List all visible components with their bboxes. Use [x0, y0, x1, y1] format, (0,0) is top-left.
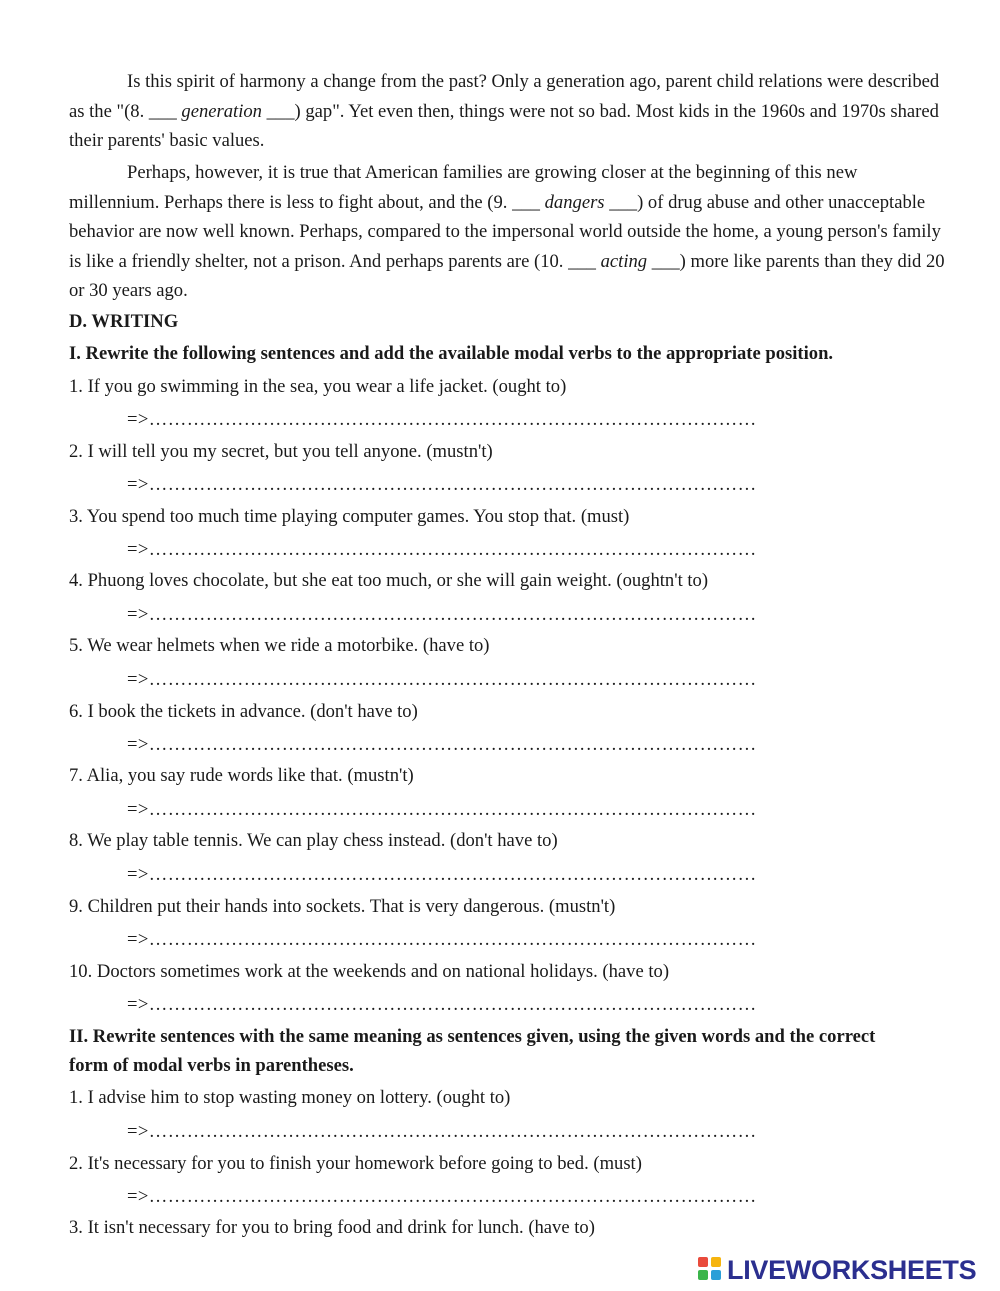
section-1-instruction: I. Rewrite the following sentences and add the available modal verbs to the appropriate position. — [69, 343, 834, 364]
s1-item-2: 2. I will tell you my secret, but you tell anyone. (mustn't) — [69, 441, 493, 462]
s1-answer-4[interactable]: =>…………………………………………………………………………………… — [127, 604, 757, 625]
gap-10-answer[interactable]: acting — [600, 250, 648, 272]
s1-item-5: 5. We wear helmets when we ride a motorbike. (have to) — [69, 635, 490, 656]
s1-answer-5[interactable]: =>…………………………………………………………………………………… — [127, 669, 757, 690]
writing-heading: D. WRITING — [69, 311, 179, 332]
s1-item-6: 6. I book the tickets in advance. (don't have to) — [69, 701, 418, 722]
s2-item-1: 1. I advise him to stop wasting money on lottery. (ought to) — [69, 1087, 511, 1108]
section-2-instruction-line-1: II. Rewrite sentences with the same meaning as sentences given, using the given words and the correct — [69, 1026, 876, 1047]
s1-answer-1[interactable]: =>…………………………………………………………………………………… — [127, 409, 757, 430]
s1-item-9: 9. Children put their hands into sockets. That is very dangerous. (mustn't) — [69, 896, 616, 917]
gap-9-answer[interactable]: dangers — [544, 191, 605, 213]
section-2-instruction-line-2: form of modal verbs in parentheses. — [69, 1055, 354, 1076]
s1-item-3: 3. You spend too much time playing computer games. You stop that. (must) — [69, 506, 630, 527]
s1-answer-6[interactable]: =>…………………………………………………………………………………… — [127, 734, 757, 755]
s1-item-8: 8. We play table tennis. We can play chess instead. (don't have to) — [69, 830, 558, 851]
s1-item-10: 10. Doctors sometimes work at the weekends and on national holidays. (have to) — [69, 961, 670, 982]
s1-item-1: 1. If you go swimming in the sea, you wear a life jacket. (ought to) — [69, 376, 567, 397]
s1-answer-9[interactable]: =>…………………………………………………………………………………… — [127, 929, 757, 950]
s1-answer-10[interactable]: =>…………………………………………………………………………………… — [127, 994, 757, 1015]
s1-answer-8[interactable]: =>…………………………………………………………………………………… — [127, 864, 757, 885]
s2-item-2: 2. It's necessary for you to finish your homework before going to bed. (must) — [69, 1153, 642, 1174]
liveworksheets-logo-icon — [698, 1257, 724, 1283]
reading-paragraph-2: Perhaps, however, it is true that American families are growing closer at the beginning of this new millennium. Perhaps there is less to fight about, and the (9. ___ dangers ___) of drug abuse and other unacceptable behavior are now well known. Perhaps, compared to the impersonal world outside the home, a young person's family is like a friendly shelter, not a prison. And perhaps parents are (10. ___ acting ___) more like parents than they did 20 or 30 years ago. — [69, 162, 945, 302]
reading-paragraph-1: Is this spirit of harmony a change from the past? Only a generation ago, parent child relations were described as the "(8. ___ generation ___) gap". Yet even then, things were not so bad. Most kids in the 1960s and 1970s shared their parents' basic values. — [69, 71, 940, 152]
liveworksheets-logo — [698, 1253, 976, 1287]
s2-answer-1[interactable]: =>…………………………………………………………………………………… — [127, 1121, 757, 1142]
s1-item-4: 4. Phuong loves chocolate, but she eat too much, or she will gain weight. (oughtn't to) — [69, 570, 709, 591]
s1-answer-7[interactable]: =>…………………………………………………………………………………… — [127, 799, 757, 820]
gap-8-answer[interactable]: generation — [181, 100, 262, 122]
s1-item-7: 7. Alia, you say rude words like that. (mustn't) — [69, 765, 414, 786]
s2-item-3: 3. It isn't necessary for you to bring food and drink for lunch. (have to) — [69, 1217, 595, 1238]
s1-answer-2[interactable]: =>…………………………………………………………………………………… — [127, 474, 757, 495]
brand-name: LIVEWORKSHEETS — [727, 1254, 977, 1285]
s2-answer-2[interactable]: =>…………………………………………………………………………………… — [127, 1186, 757, 1207]
s1-answer-3[interactable]: =>…………………………………………………………………………………… — [127, 539, 757, 560]
